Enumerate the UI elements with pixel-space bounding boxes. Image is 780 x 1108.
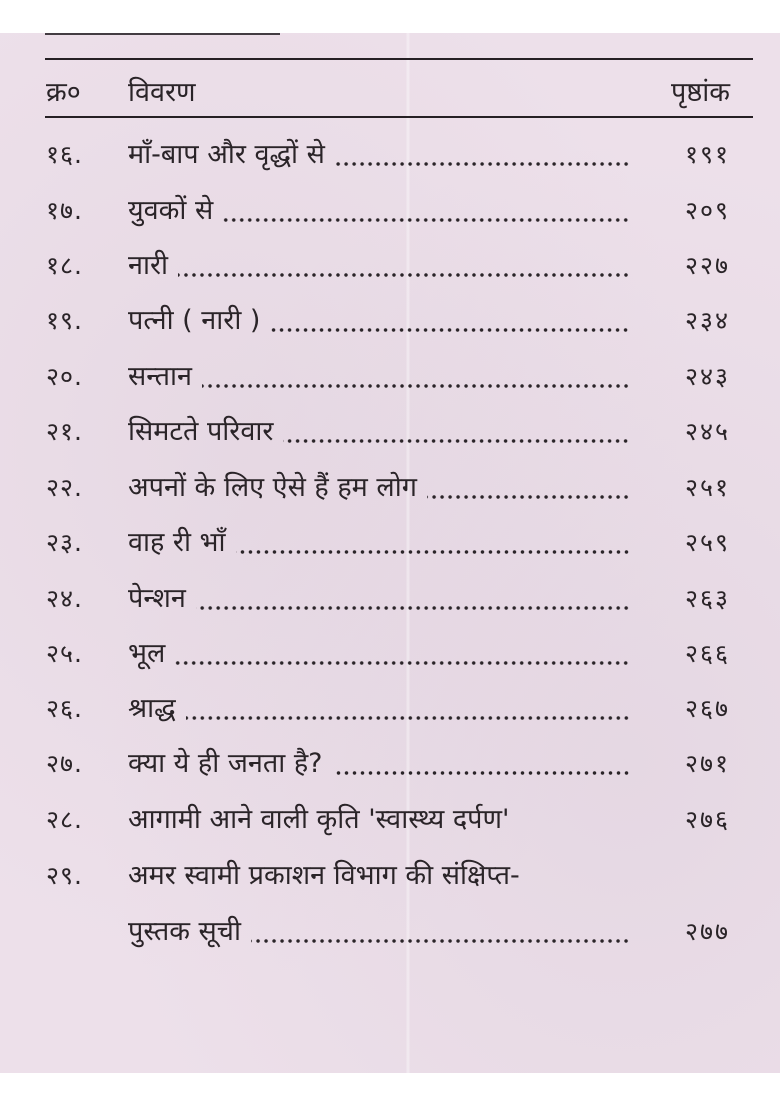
table-header bbox=[0, 73, 780, 113]
entry-title: आगामी आने वाली कृति 'स्वास्थ्य दर्पण' bbox=[128, 804, 510, 835]
entry-title-wrap bbox=[128, 133, 630, 177]
toc-entry-continuation[interactable] bbox=[0, 910, 780, 954]
entry-page-number: २६३ bbox=[684, 584, 730, 613]
entry-page-number: २४५ bbox=[684, 417, 730, 446]
entry-title: भूल bbox=[128, 638, 166, 669]
header-serial-label: क्र० bbox=[46, 77, 81, 108]
entry-title-wrap bbox=[128, 244, 630, 288]
entry-number: २६. bbox=[46, 694, 83, 723]
header-page-label: पृष्ठांक bbox=[671, 77, 730, 108]
book-page bbox=[0, 33, 780, 1073]
entry-page-number: २७७ bbox=[684, 917, 730, 946]
entry-title: सन्तान bbox=[128, 361, 192, 392]
header-bottom-rule bbox=[45, 116, 753, 118]
entry-title: पेन्शन bbox=[128, 583, 186, 614]
entry-title: क्या ये ही जनता है? bbox=[128, 748, 323, 779]
toc-entry[interactable] bbox=[0, 798, 780, 842]
dot-leader bbox=[427, 466, 630, 510]
entry-title-wrap bbox=[128, 854, 630, 898]
entry-page-number: २६७ bbox=[684, 694, 730, 723]
dot-leader bbox=[223, 189, 630, 233]
top-rule-partial bbox=[45, 33, 280, 35]
entry-title: अमर स्वामी प्रकाशन विभाग की संक्षिप्त- bbox=[128, 860, 520, 891]
dot-leader bbox=[236, 521, 630, 565]
entry-number: २१. bbox=[46, 417, 83, 446]
dot-leader bbox=[196, 577, 630, 621]
entry-page-number: २५९ bbox=[684, 528, 730, 557]
toc-entry[interactable] bbox=[0, 466, 780, 510]
entry-page-number: २३४ bbox=[684, 306, 730, 335]
toc-entry[interactable] bbox=[0, 410, 780, 454]
entry-number: १७. bbox=[46, 196, 83, 225]
entry-number: २२. bbox=[46, 473, 83, 502]
entry-page-number: २७६ bbox=[684, 805, 730, 834]
dot-leader bbox=[519, 798, 630, 842]
toc-entry[interactable] bbox=[0, 687, 780, 731]
entry-title: पुस्तक सूची bbox=[128, 916, 241, 947]
entry-number: २५. bbox=[46, 639, 83, 668]
entry-number: २४. bbox=[46, 584, 83, 613]
entry-title-wrap bbox=[128, 798, 630, 842]
entry-page-number: २६६ bbox=[684, 639, 730, 668]
entry-title: सिमटते परिवार bbox=[128, 416, 274, 447]
entry-title-wrap bbox=[128, 466, 630, 510]
entry-page-number: २७१ bbox=[684, 749, 730, 778]
dot-leader bbox=[530, 854, 630, 898]
dot-leader bbox=[178, 244, 630, 288]
dot-leader bbox=[270, 299, 630, 343]
header-title-label: विवरण bbox=[128, 77, 196, 108]
entry-page-number: २४३ bbox=[684, 362, 730, 391]
entry-title-wrap bbox=[128, 687, 630, 731]
dot-leader bbox=[333, 742, 631, 786]
toc-entry[interactable] bbox=[0, 854, 780, 898]
entry-number: २९. bbox=[46, 861, 83, 890]
entry-number: १८. bbox=[46, 251, 83, 280]
entry-title: युवकों से bbox=[128, 195, 214, 226]
entry-title-wrap bbox=[128, 742, 630, 786]
dot-leader bbox=[202, 355, 630, 399]
entry-number: १९. bbox=[46, 306, 83, 335]
entry-title-wrap bbox=[128, 355, 630, 399]
entry-page-number: २५१ bbox=[684, 473, 730, 502]
entry-number: २३. bbox=[46, 528, 83, 557]
entry-title-wrap bbox=[128, 189, 630, 233]
entry-title-wrap bbox=[128, 410, 630, 454]
entry-number: २०. bbox=[46, 362, 83, 391]
toc-entry[interactable] bbox=[0, 244, 780, 288]
toc-entry[interactable] bbox=[0, 189, 780, 233]
header-top-rule bbox=[45, 58, 753, 60]
dot-leader bbox=[283, 410, 630, 454]
entry-title: माँ-बाप और वृद्धों से bbox=[128, 139, 325, 170]
entry-title: श्राद्ध bbox=[128, 693, 176, 724]
entry-title: अपनों के लिए ऐसे हैं हम लोग bbox=[128, 472, 417, 503]
entry-number: १६. bbox=[46, 140, 83, 169]
toc-entry[interactable] bbox=[0, 632, 780, 676]
entry-title-wrap bbox=[128, 577, 630, 621]
entry-title-wrap bbox=[128, 910, 630, 954]
toc-entry[interactable] bbox=[0, 742, 780, 786]
dot-leader bbox=[186, 687, 630, 731]
toc-entry[interactable] bbox=[0, 133, 780, 177]
entry-title: नारी bbox=[128, 250, 169, 281]
dot-leader bbox=[175, 632, 630, 676]
toc-entry[interactable] bbox=[0, 355, 780, 399]
entry-page-number: २२७ bbox=[684, 251, 730, 280]
entry-number: २७. bbox=[46, 749, 83, 778]
toc-entry[interactable] bbox=[0, 577, 780, 621]
entry-title: वाह री भाँ bbox=[128, 527, 226, 558]
dot-leader bbox=[335, 133, 630, 177]
entry-title-wrap bbox=[128, 521, 630, 565]
toc-entry[interactable] bbox=[0, 299, 780, 343]
entry-title-wrap bbox=[128, 299, 630, 343]
entry-title-wrap bbox=[128, 632, 630, 676]
entry-page-number: २०९ bbox=[684, 196, 730, 225]
toc-entry[interactable] bbox=[0, 521, 780, 565]
entry-title: पत्नी ( नारी ) bbox=[128, 305, 261, 336]
entry-number: २८. bbox=[46, 805, 83, 834]
entry-page-number: १९१ bbox=[684, 140, 730, 169]
dot-leader bbox=[251, 910, 630, 954]
